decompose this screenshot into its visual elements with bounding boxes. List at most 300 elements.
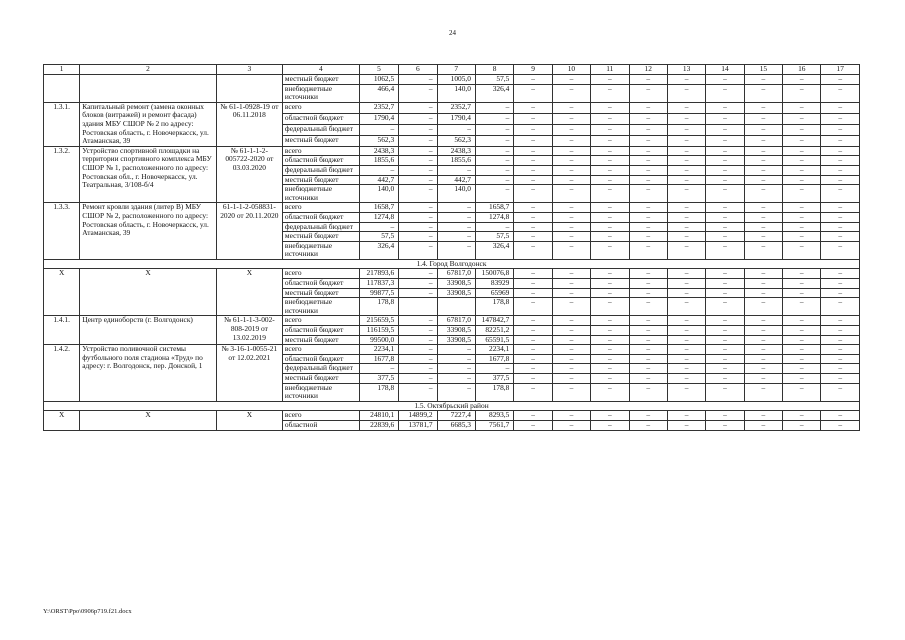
amount-cell: – xyxy=(552,345,590,355)
amount-cell: – xyxy=(744,156,782,166)
amount-cell: – xyxy=(437,212,475,222)
expertise-conclusion: № 3-16-1-0055-21 от 12.02.2021 xyxy=(216,345,282,402)
object-name: Х xyxy=(80,411,217,430)
amount-cell: – xyxy=(783,383,821,401)
funding-source: областной бюджет xyxy=(282,156,359,166)
amount-cell: – xyxy=(821,374,860,384)
amount-cell: – xyxy=(514,335,552,345)
amount-cell: 1677,8 xyxy=(475,354,513,364)
amount-cell: – xyxy=(399,175,437,185)
expertise-conclusion: № 61-1-1-3-002-808-2019 от 13.02.2019 xyxy=(216,316,282,345)
amount-cell: – xyxy=(399,326,437,336)
funding-source: всего xyxy=(282,411,359,421)
amount-cell: – xyxy=(591,113,629,124)
amount-cell: – xyxy=(821,232,860,242)
amount-cell: 67817,0 xyxy=(437,269,475,279)
amount-cell: – xyxy=(359,124,398,135)
amount-cell: – xyxy=(821,288,860,298)
amount-cell: – xyxy=(475,185,513,203)
funding-source: внебюджетные источники xyxy=(282,298,359,316)
amount-cell: – xyxy=(514,113,552,124)
amount-cell: – xyxy=(514,298,552,316)
amount-cell: – xyxy=(591,335,629,345)
amount-cell: – xyxy=(783,222,821,232)
amount-cell: 326,4 xyxy=(475,84,513,102)
amount-cell: – xyxy=(399,364,437,374)
amount-cell: – xyxy=(552,222,590,232)
amount-cell: 1062,5 xyxy=(359,75,398,85)
item-number: Х xyxy=(44,269,80,316)
amount-cell: – xyxy=(744,165,782,175)
expertise-conclusion xyxy=(216,75,282,103)
amount-cell: – xyxy=(552,374,590,384)
amount-cell: – xyxy=(629,84,667,102)
amount-cell: – xyxy=(783,326,821,336)
column-number: 13 xyxy=(667,65,705,75)
amount-cell: – xyxy=(514,232,552,242)
amount-cell: – xyxy=(514,75,552,85)
object-name: Ремонт кровли здания (литер В) МБУ СШОР № 2, расположенного по адресу: Ростовская область, г. Новочеркасск, ул. Атаманская, 39 xyxy=(80,203,217,260)
amount-cell: – xyxy=(437,232,475,242)
amount-cell: 377,5 xyxy=(475,374,513,384)
funding-source: внебюджетные источники xyxy=(282,185,359,203)
amount-cell: – xyxy=(629,354,667,364)
amount-cell: – xyxy=(821,212,860,222)
amount-cell: – xyxy=(514,175,552,185)
expertise-conclusion: № 61-1-1-2-005722-2020 от 03.03.2020 xyxy=(216,146,282,203)
amount-cell: – xyxy=(399,335,437,345)
amount-cell: – xyxy=(552,102,590,113)
amount-cell: – xyxy=(821,146,860,156)
amount-cell: – xyxy=(783,232,821,242)
amount-cell: – xyxy=(706,288,744,298)
amount-cell: – xyxy=(706,222,744,232)
page-number: 24 xyxy=(449,29,456,37)
amount-cell: – xyxy=(706,345,744,355)
amount-cell: – xyxy=(821,316,860,326)
amount-cell: – xyxy=(514,241,552,259)
section-title: 1.4. Город Волгодонск xyxy=(44,259,860,269)
amount-cell: – xyxy=(591,124,629,135)
item-number: 1.4.2. xyxy=(44,345,80,402)
amount-cell: 2438,3 xyxy=(437,146,475,156)
item-number: 1.3.3. xyxy=(44,203,80,260)
amount-cell: – xyxy=(783,345,821,355)
amount-cell: – xyxy=(399,241,437,259)
amount-cell: 1658,7 xyxy=(359,203,398,213)
table-row xyxy=(44,102,860,113)
item-number: 1.3.2. xyxy=(44,146,80,203)
amount-cell: – xyxy=(744,335,782,345)
amount-cell: 116159,5 xyxy=(359,326,398,336)
amount-cell: – xyxy=(783,102,821,113)
amount-cell: – xyxy=(552,288,590,298)
amount-cell: – xyxy=(667,146,705,156)
amount-cell: – xyxy=(783,185,821,203)
amount-cell: – xyxy=(359,222,398,232)
funding-source: областной xyxy=(282,420,359,430)
amount-cell: – xyxy=(629,175,667,185)
amount-cell: – xyxy=(821,75,860,85)
amount-cell: – xyxy=(591,203,629,213)
amount-cell: – xyxy=(514,411,552,421)
budget-table xyxy=(43,64,860,431)
amount-cell: – xyxy=(514,185,552,203)
amount-cell: – xyxy=(706,241,744,259)
amount-cell: 57,5 xyxy=(359,232,398,242)
amount-cell: – xyxy=(514,279,552,289)
amount-cell: – xyxy=(744,222,782,232)
item-number: 1.4.1. xyxy=(44,316,80,345)
amount-cell: – xyxy=(514,203,552,213)
amount-cell: – xyxy=(591,345,629,355)
column-number: 9 xyxy=(514,65,552,75)
amount-cell: – xyxy=(667,75,705,85)
amount-cell: – xyxy=(783,124,821,135)
amount-cell: – xyxy=(744,175,782,185)
amount-cell: – xyxy=(552,84,590,102)
amount-cell: – xyxy=(783,316,821,326)
amount-cell: 1790,4 xyxy=(359,113,398,124)
amount-cell: – xyxy=(783,175,821,185)
amount-cell: 8293,5 xyxy=(475,411,513,421)
amount-cell: – xyxy=(706,146,744,156)
amount-cell: 562,3 xyxy=(437,135,475,146)
amount-cell: – xyxy=(437,203,475,213)
amount-cell: – xyxy=(514,288,552,298)
funding-source: федеральный бюджет xyxy=(282,165,359,175)
amount-cell: 1274,8 xyxy=(359,212,398,222)
amount-cell: – xyxy=(667,175,705,185)
amount-cell: – xyxy=(514,102,552,113)
amount-cell: 1855,6 xyxy=(359,156,398,166)
amount-cell: – xyxy=(744,241,782,259)
amount-cell: 6685,3 xyxy=(437,420,475,430)
amount-cell: – xyxy=(744,232,782,242)
amount-cell: – xyxy=(821,222,860,232)
amount-cell: – xyxy=(744,354,782,364)
amount-cell: – xyxy=(744,212,782,222)
amount-cell: – xyxy=(783,420,821,430)
section-title: 1.5. Октябрьский район xyxy=(44,401,860,411)
amount-cell: – xyxy=(706,420,744,430)
amount-cell: 377,5 xyxy=(359,374,398,384)
amount-cell: – xyxy=(437,222,475,232)
amount-cell xyxy=(399,298,437,316)
expertise-conclusion: 61-1-1-2-058831-2020 от 20.11.2020 xyxy=(216,203,282,260)
amount-cell: – xyxy=(475,124,513,135)
amount-cell: – xyxy=(437,241,475,259)
amount-cell: 140,0 xyxy=(359,185,398,203)
amount-cell: – xyxy=(783,411,821,421)
amount-cell: – xyxy=(744,113,782,124)
amount-cell: – xyxy=(399,165,437,175)
amount-cell: – xyxy=(629,124,667,135)
amount-cell: – xyxy=(514,222,552,232)
amount-cell: – xyxy=(821,354,860,364)
amount-cell: – xyxy=(667,232,705,242)
funding-source: внебюджетные источники xyxy=(282,383,359,401)
amount-cell: – xyxy=(783,156,821,166)
amount-cell: – xyxy=(744,146,782,156)
amount-cell: – xyxy=(591,354,629,364)
amount-cell: – xyxy=(667,298,705,316)
amount-cell: – xyxy=(399,279,437,289)
amount-cell: – xyxy=(591,411,629,421)
amount-cell: 466,4 xyxy=(359,84,398,102)
amount-cell: – xyxy=(552,383,590,401)
expertise-conclusion: № 61-1-0928-19 от 06.11.2018 xyxy=(216,102,282,146)
amount-cell: – xyxy=(706,203,744,213)
amount-cell: – xyxy=(591,146,629,156)
amount-cell: – xyxy=(706,232,744,242)
amount-cell: – xyxy=(591,84,629,102)
amount-cell: 2234,1 xyxy=(475,345,513,355)
amount-cell: – xyxy=(399,354,437,364)
amount-cell: – xyxy=(821,175,860,185)
column-number: 12 xyxy=(629,65,667,75)
amount-cell: – xyxy=(552,113,590,124)
amount-cell: 217893,6 xyxy=(359,269,398,279)
amount-cell: 33908,5 xyxy=(437,326,475,336)
amount-cell: – xyxy=(706,84,744,102)
amount-cell: – xyxy=(591,269,629,279)
amount-cell: – xyxy=(552,354,590,364)
amount-cell: – xyxy=(744,75,782,85)
amount-cell: 57,5 xyxy=(475,232,513,242)
amount-cell: – xyxy=(744,364,782,374)
amount-cell: 1005,0 xyxy=(437,75,475,85)
amount-cell: – xyxy=(706,279,744,289)
amount-cell: – xyxy=(821,156,860,166)
amount-cell: – xyxy=(399,185,437,203)
amount-cell: – xyxy=(706,185,744,203)
table-row xyxy=(44,269,860,279)
amount-cell: – xyxy=(552,232,590,242)
amount-cell: – xyxy=(629,241,667,259)
amount-cell: – xyxy=(629,279,667,289)
amount-cell: – xyxy=(552,279,590,289)
column-number: 17 xyxy=(821,65,860,75)
amount-cell: – xyxy=(821,411,860,421)
amount-cell: 65969 xyxy=(475,288,513,298)
amount-cell: – xyxy=(783,84,821,102)
amount-cell: – xyxy=(706,175,744,185)
amount-cell: – xyxy=(629,269,667,279)
amount-cell: – xyxy=(667,411,705,421)
amount-cell: – xyxy=(821,383,860,401)
amount-cell: – xyxy=(821,298,860,316)
amount-cell: – xyxy=(667,203,705,213)
amount-cell: 57,5 xyxy=(475,75,513,85)
amount-cell: – xyxy=(667,316,705,326)
column-number: 3 xyxy=(216,65,282,75)
amount-cell: – xyxy=(744,420,782,430)
amount-cell: – xyxy=(629,146,667,156)
amount-cell: – xyxy=(399,288,437,298)
amount-cell: – xyxy=(667,222,705,232)
amount-cell: – xyxy=(821,326,860,336)
amount-cell: 33908,5 xyxy=(437,335,475,345)
amount-cell: – xyxy=(552,146,590,156)
amount-cell: – xyxy=(783,374,821,384)
amount-cell: – xyxy=(821,335,860,345)
funding-source: областной бюджет xyxy=(282,212,359,222)
amount-cell: 7227,4 xyxy=(437,411,475,421)
amount-cell: – xyxy=(667,383,705,401)
amount-cell: – xyxy=(629,411,667,421)
amount-cell: – xyxy=(706,269,744,279)
amount-cell: – xyxy=(667,135,705,146)
amount-cell: – xyxy=(437,345,475,355)
amount-cell: – xyxy=(706,354,744,364)
item-number: Х xyxy=(44,411,80,430)
amount-cell: – xyxy=(475,135,513,146)
amount-cell: – xyxy=(629,298,667,316)
amount-cell: – xyxy=(706,298,744,316)
amount-cell: – xyxy=(552,175,590,185)
amount-cell: – xyxy=(706,374,744,384)
object-name: Х xyxy=(80,269,217,316)
amount-cell: 33908,5 xyxy=(437,279,475,289)
amount-cell: – xyxy=(744,298,782,316)
table-row xyxy=(44,345,860,355)
funding-source: федеральный бюджет xyxy=(282,222,359,232)
amount-cell: – xyxy=(437,364,475,374)
amount-cell: – xyxy=(783,269,821,279)
amount-cell: – xyxy=(514,135,552,146)
funding-source: местный бюджет xyxy=(282,374,359,384)
amount-cell: – xyxy=(399,113,437,124)
amount-cell: – xyxy=(629,364,667,374)
amount-cell: – xyxy=(514,124,552,135)
table-row xyxy=(44,75,860,85)
amount-cell: – xyxy=(591,326,629,336)
funding-source: всего xyxy=(282,345,359,355)
amount-cell: – xyxy=(552,335,590,345)
funding-source: внебюджетные источники xyxy=(282,241,359,259)
amount-cell: – xyxy=(667,124,705,135)
section-heading-row xyxy=(44,259,860,269)
amount-cell: – xyxy=(399,156,437,166)
amount-cell: 140,0 xyxy=(437,84,475,102)
amount-cell: – xyxy=(744,269,782,279)
amount-cell: – xyxy=(591,175,629,185)
column-number: 10 xyxy=(552,65,590,75)
amount-cell: – xyxy=(514,420,552,430)
amount-cell: – xyxy=(399,345,437,355)
amount-cell: – xyxy=(629,326,667,336)
amount-cell: – xyxy=(744,124,782,135)
amount-cell: – xyxy=(629,156,667,166)
amount-cell: – xyxy=(667,185,705,203)
amount-cell: 67817,0 xyxy=(437,316,475,326)
amount-cell: 14899,2 xyxy=(399,411,437,421)
amount-cell: 65591,5 xyxy=(475,335,513,345)
amount-cell: – xyxy=(821,113,860,124)
amount-cell: – xyxy=(475,113,513,124)
amount-cell: – xyxy=(591,364,629,374)
amount-cell: 33908,5 xyxy=(437,288,475,298)
amount-cell: – xyxy=(399,124,437,135)
amount-cell: 1855,6 xyxy=(437,156,475,166)
amount-cell: – xyxy=(552,165,590,175)
table-row xyxy=(44,316,860,326)
column-number: 7 xyxy=(437,65,475,75)
amount-cell: – xyxy=(629,165,667,175)
amount-cell: – xyxy=(821,269,860,279)
amount-cell: – xyxy=(744,316,782,326)
expertise-conclusion: Х xyxy=(216,411,282,430)
amount-cell: 562,3 xyxy=(359,135,398,146)
object-name: Устройство спортивной площадки на территории спортивного комплекса МБУ СШОР № 1, расположенного по адресу: Ростовская обл., г. Новочеркасск, ул. Театральная, 3/108-б/4 xyxy=(80,146,217,203)
column-number: 8 xyxy=(475,65,513,75)
amount-cell: – xyxy=(821,102,860,113)
amount-cell: – xyxy=(475,156,513,166)
amount-cell: – xyxy=(744,383,782,401)
column-number: 6 xyxy=(399,65,437,75)
funding-source: местный бюджет xyxy=(282,175,359,185)
amount-cell: – xyxy=(706,335,744,345)
amount-cell: – xyxy=(591,288,629,298)
amount-cell: 326,4 xyxy=(359,241,398,259)
amount-cell: 178,8 xyxy=(475,298,513,316)
amount-cell: – xyxy=(706,135,744,146)
amount-cell: 1677,8 xyxy=(359,354,398,364)
funding-source: областной бюджет xyxy=(282,326,359,336)
amount-cell: – xyxy=(706,383,744,401)
amount-cell: – xyxy=(629,113,667,124)
funding-source: областной бюджет xyxy=(282,113,359,124)
amount-cell: – xyxy=(744,84,782,102)
funding-source: местный бюджет xyxy=(282,135,359,146)
amount-cell: – xyxy=(667,113,705,124)
amount-cell: – xyxy=(514,316,552,326)
table-row xyxy=(44,203,860,213)
amount-cell: – xyxy=(821,203,860,213)
amount-cell: – xyxy=(821,241,860,259)
amount-cell: 326,4 xyxy=(475,241,513,259)
item-number: 1.3.1. xyxy=(44,102,80,146)
amount-cell: – xyxy=(591,156,629,166)
amount-cell: – xyxy=(591,185,629,203)
funding-source: областной бюджет xyxy=(282,279,359,289)
amount-cell: – xyxy=(783,241,821,259)
amount-cell: – xyxy=(514,326,552,336)
amount-cell: – xyxy=(359,364,398,374)
amount-cell: – xyxy=(399,383,437,401)
amount-cell: – xyxy=(706,316,744,326)
amount-cell: – xyxy=(591,212,629,222)
amount-cell: – xyxy=(399,135,437,146)
amount-cell: – xyxy=(437,354,475,364)
amount-cell: – xyxy=(783,279,821,289)
amount-cell: – xyxy=(706,75,744,85)
amount-cell: 99500,0 xyxy=(359,335,398,345)
funding-source: всего xyxy=(282,269,359,279)
amount-cell: – xyxy=(744,326,782,336)
amount-cell: – xyxy=(744,203,782,213)
column-number: 16 xyxy=(783,65,821,75)
amount-cell: – xyxy=(629,288,667,298)
amount-cell: – xyxy=(591,374,629,384)
amount-cell: – xyxy=(514,212,552,222)
amount-cell: – xyxy=(552,316,590,326)
amount-cell: – xyxy=(514,269,552,279)
amount-cell: – xyxy=(667,326,705,336)
amount-cell: – xyxy=(706,411,744,421)
amount-cell: – xyxy=(783,364,821,374)
